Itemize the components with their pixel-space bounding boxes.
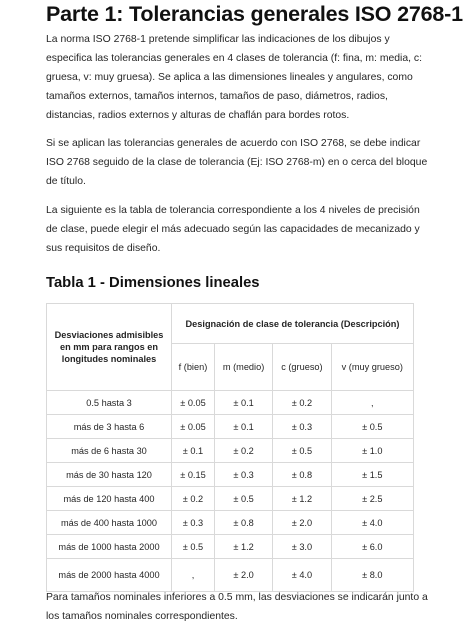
value-cell-c: ± 1.2 <box>273 487 331 511</box>
table-row <box>47 487 414 511</box>
value-cell-v: ± 8.0 <box>331 559 413 592</box>
value-cell-c: ± 2.0 <box>273 511 331 535</box>
value-cell-f: ± 0.5 <box>172 535 215 559</box>
value-cell-v: ± 6.0 <box>331 535 413 559</box>
range-cell: más de 120 hasta 400 <box>47 487 172 511</box>
value-cell-c: ± 0.2 <box>273 391 331 415</box>
value-cell-c: ± 3.0 <box>273 535 331 559</box>
value-cell-c: ± 0.5 <box>273 439 331 463</box>
range-cell: más de 400 hasta 1000 <box>47 511 172 535</box>
value-cell-v: ± 2.5 <box>331 487 413 511</box>
value-cell-f: ± 0.1 <box>172 439 215 463</box>
value-cell-m: ± 0.5 <box>214 487 272 511</box>
value-cell-v: ± 0.5 <box>331 415 413 439</box>
indication-paragraph: Si se aplican las tolerancias generales de acuerdo con ISO 2768, se debe indicar ISO 2768 seguido de la clase de tolerancia (Ej: ISO 2768-m) en o cerca del bloque de título. <box>46 138 428 187</box>
table-row <box>47 463 414 487</box>
range-cell: 0.5 hasta 3 <box>47 391 172 415</box>
table-intro-paragraph: La siguiente es la tabla de tolerancia correspondiente a los 4 niveles de precisión de clase, puede elegir el más adecuado según las capacidades de mecanizado y sus requisitos de diseño. <box>46 205 420 254</box>
value-cell-v: ± 1.0 <box>331 439 413 463</box>
value-cell-c: ± 0.8 <box>273 463 331 487</box>
range-cell: más de 6 hasta 30 <box>47 439 172 463</box>
value-cell-m: ± 1.2 <box>214 535 272 559</box>
tolerance-table <box>46 303 414 592</box>
range-cell: más de 3 hasta 6 <box>47 415 172 439</box>
value-cell-m: ± 0.1 <box>214 391 272 415</box>
header-deviations: Desviaciones admisibles en mm para rangos en longitudes nominales <box>47 304 172 391</box>
table-row <box>47 559 414 592</box>
value-cell-f: ± 0.2 <box>172 487 215 511</box>
intro-paragraph: La norma ISO 2768-1 pretende simplificar las indicaciones de los dibujos y especifica las tolerancias generales en 4 clases de tolerancia (f: fina, m: media, c: gruesa, v: muy gruesa). Se aplica a las dimensiones lineales y angulares, como tamaños externos, tamaños internos, tamaños de paso, diámetros, radios, distancias, radios externos y alturas de chaflán para bordes rotos. <box>46 34 422 121</box>
header-class-f: f (bien) <box>172 344 215 391</box>
range-cell: más de 30 hasta 120 <box>47 463 172 487</box>
header-class-c: c (grueso) <box>273 344 331 391</box>
value-cell-f: ± 0.05 <box>172 391 215 415</box>
header-class-m: m (medio) <box>214 344 272 391</box>
value-cell-f: ± 0.05 <box>172 415 215 439</box>
value-cell-f: , <box>172 559 215 592</box>
range-cell: más de 2000 hasta 4000 <box>47 559 172 592</box>
page-title: Parte 1: Tolerancias generales ISO 2768-1 <box>46 2 463 26</box>
header-tolerance-class: Designación de clase de tolerancia (Descripción) <box>172 304 414 344</box>
table-row <box>47 391 414 415</box>
value-cell-v: , <box>331 391 413 415</box>
value-cell-m: ± 0.2 <box>214 439 272 463</box>
value-cell-c: ± 0.3 <box>273 415 331 439</box>
table-row <box>47 535 414 559</box>
value-cell-m: ± 0.8 <box>214 511 272 535</box>
value-cell-c: ± 4.0 <box>273 559 331 592</box>
value-cell-m: ± 2.0 <box>214 559 272 592</box>
value-cell-v: ± 4.0 <box>331 511 413 535</box>
value-cell-f: ± 0.15 <box>172 463 215 487</box>
table-row <box>47 439 414 463</box>
range-cell: más de 1000 hasta 2000 <box>47 535 172 559</box>
value-cell-m: ± 0.3 <box>214 463 272 487</box>
table-row <box>47 511 414 535</box>
table-row <box>47 415 414 439</box>
value-cell-m: ± 0.1 <box>214 415 272 439</box>
table-heading: Tabla 1 - Dimensiones lineales <box>46 275 260 291</box>
header-class-v: v (muy grueso) <box>331 344 413 391</box>
footer-note: Para tamaños nominales inferiores a 0.5 mm, las desviaciones se indicarán junto a los tamaños nominales correspondientes. <box>46 592 428 622</box>
value-cell-v: ± 1.5 <box>331 463 413 487</box>
value-cell-f: ± 0.3 <box>172 511 215 535</box>
